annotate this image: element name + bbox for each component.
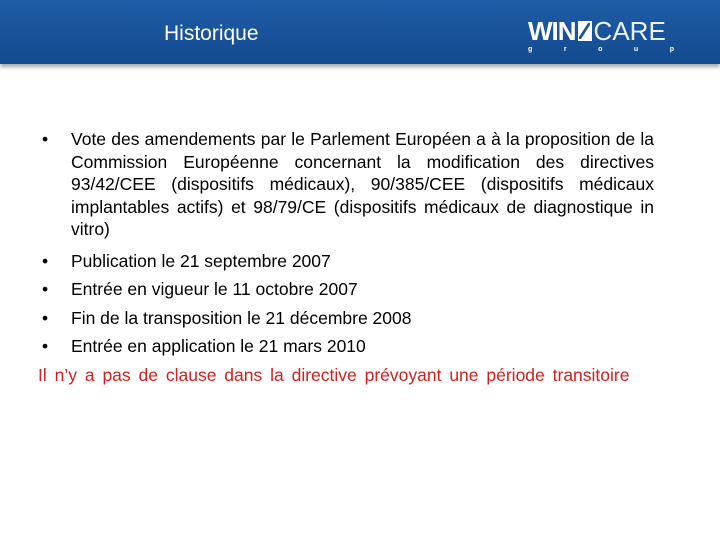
logo-group-letter: g [528, 46, 533, 53]
logo-group-letter: o [598, 46, 603, 53]
bullet-text: Entrée en application le 21 mars 2010 [71, 336, 366, 356]
logo-group-letter: r [563, 46, 567, 53]
logo-wordmark [528, 16, 666, 46]
bullet-item [38, 304, 654, 333]
bullet-text: Publication le 21 septembre 2007 [71, 250, 331, 271]
bullet-item [38, 247, 654, 276]
bullet-item [38, 332, 654, 361]
logo-group-letter: p [669, 46, 674, 53]
slide-content [38, 128, 654, 389]
logo-text-win: WIN [528, 15, 576, 46]
logo-slash-icon [578, 21, 592, 41]
transition-note: Il n’y a pas de clause dans la directive prévoyant une période transitoire [38, 364, 630, 385]
bullet-mark: • [42, 129, 49, 149]
logo-group-tagline [528, 46, 674, 53]
bullet-mark: • [42, 279, 49, 299]
logo-text-care: CARE [593, 15, 666, 46]
bullet-mark: • [42, 307, 49, 328]
wincare-logo [528, 16, 678, 54]
bullet-item [38, 128, 654, 241]
bullet-text: Fin de la transposition le 21 décembre 2008 [71, 307, 412, 328]
bullet-mark: • [42, 336, 49, 356]
bullet-mark: • [42, 250, 49, 271]
header-bar [0, 0, 720, 64]
bullet-text: Entrée en vigueur le 11 octobre 2007 [71, 279, 358, 299]
bullet-item [38, 275, 654, 304]
bullet-text: Vote des amendements par le Parlement Européen a à la proposition de la Commission Européenne concernant la modification des directives 93/42/CEE (dispositifs médicaux), 90/385/CEE (dispositifs médicaux implantables actifs) et 98/79/CE (dispositifs médicaux de diagnostique in vitro) [71, 129, 654, 239]
logo-group-letter: u [633, 46, 639, 53]
page-title: Historique [164, 22, 259, 45]
